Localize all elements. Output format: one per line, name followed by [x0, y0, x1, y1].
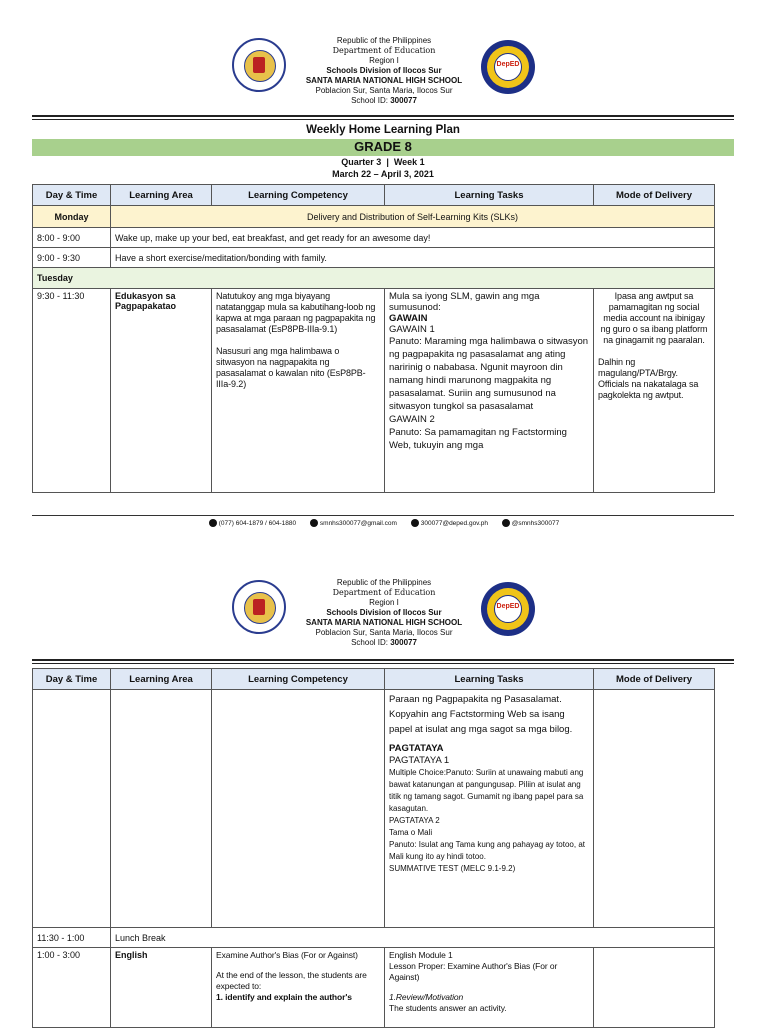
delivery-cell	[594, 289, 715, 493]
task-text: English Module 1	[389, 950, 453, 960]
col-learning-area: Learning Area	[111, 669, 212, 690]
time-cell: 1:00 - 3:00	[33, 948, 111, 1028]
school-name: SANTA MARIA NATIONAL HIGH SCHOOL	[305, 618, 463, 627]
col-learning-tasks: Learning Tasks	[385, 185, 594, 206]
competency-cell	[212, 690, 385, 928]
tasks-cell	[385, 948, 594, 1028]
email-icon	[310, 519, 318, 527]
col-learning-area: Learning Area	[111, 185, 212, 206]
competency-text: At the end of the lesson, the students are expected to:	[216, 970, 367, 991]
footer-phone: (077) 604-1879 / 604-1880	[209, 520, 296, 527]
competency-cell	[212, 948, 385, 1028]
school-seal-right: DepED	[481, 582, 535, 636]
date-range: March 22 – April 3, 2021	[332, 169, 434, 179]
divider	[32, 515, 734, 516]
table-row	[33, 268, 715, 289]
header-line: Poblacion Sur, Santa Maria, Ilocos Sur	[315, 86, 453, 95]
school-id: School ID: 300077	[351, 638, 417, 647]
competency-text: Natutukoy ang mga biyayang natatanggap mula sa kabutihang-loob ng kapwa at mga paraan ng pagpapakita ng pasasalamat (EsP8PB-IIIa-9.1)	[216, 291, 376, 334]
activity-cell: Have a short exercise/meditation/bonding with family.	[111, 248, 715, 268]
contact-footer	[0, 519, 768, 527]
monday-note: Delivery and Distribution of Self-Learning Kits (SLKs)	[111, 206, 715, 228]
task-text: Panuto: Maraming mga halimbawa o sitwasyon ng pagpapakita ng pasasalamat ang ating naririnig o nababasa. Ngunit mayroon din namang hindi marunong magpakita ng pasasalamat. Suriin ang sumusunod na sitwasyon tungkol sa pasasalamat	[389, 336, 589, 412]
task-text: PAGTATAYA 2	[389, 816, 440, 825]
header-line: Poblacion Sur, Santa Maria, Ilocos Sur	[315, 628, 453, 637]
plan-title: Weekly Home Learning Plan	[306, 124, 460, 136]
learning-area-cell: English	[111, 948, 212, 1028]
table-header	[33, 185, 715, 206]
learning-area-cell: Edukasyon sa Pagpapakatao	[111, 289, 212, 493]
footer-facebook[interactable]: @smnhs300077	[502, 520, 559, 527]
divider	[32, 663, 734, 664]
header-line: Republic of the Philippines	[336, 36, 432, 45]
col-learning-competency: Learning Competency	[212, 669, 385, 690]
tasks-cell	[385, 289, 594, 493]
day-tuesday: Tuesday	[33, 268, 715, 289]
time-cell	[33, 690, 111, 928]
delivery-text: Dalhin ng magulang/PTA/Brgy. Officials na nakatalaga sa pagkolekta ng awtput.	[598, 357, 699, 400]
table-row	[33, 948, 715, 1028]
time-cell: 11:30 - 1:00	[33, 928, 111, 948]
competency-text: Nasusuri ang mga halimbawa o sitwasyon na nagpapakita ng pasasalamat o kawalan nito (EsP8PB-IIIa-9.2)	[216, 346, 366, 389]
task-text: SUMMATIVE TEST (MELC 9.1-9.2)	[389, 864, 516, 873]
footer-deped[interactable]: 300077@deped.gov.ph	[411, 520, 488, 527]
table-row	[33, 690, 715, 928]
school-header	[250, 36, 518, 106]
globe-icon	[411, 519, 419, 527]
task-text: Panuto: Sa pamamagitan ng Factstorming Web, tukuyin ang mga	[389, 427, 567, 451]
task-heading: GAWAIN	[389, 313, 428, 324]
task-text: 1.Review/Motivation	[389, 992, 464, 1002]
header-line: Department of Education	[332, 46, 436, 55]
activity-cell: Wake up, make up your bed, eat breakfast, and get ready for an awesome day!	[111, 228, 715, 248]
quarter-week: Quarter 3 | Week 1	[341, 157, 425, 167]
divider	[32, 115, 734, 117]
header-line: Republic of the Philippines	[336, 578, 432, 587]
task-text: The students answer an activity.	[389, 1003, 507, 1013]
col-learning-tasks: Learning Tasks	[385, 669, 594, 690]
table-row	[33, 289, 715, 493]
header-line: Region I	[369, 598, 399, 607]
tasks-cell	[385, 690, 594, 928]
delivery-cell	[594, 690, 715, 928]
grade-label: GRADE 8	[354, 139, 412, 154]
task-text: Mula sa iyong SLM, gawin ang mga sumusunod:	[389, 291, 540, 313]
task-text: PAGTATAYA 1	[389, 755, 450, 766]
delivery-text: Ipasa ang awtput sa pamamagitan ng social media account na ibinigay ng guro o sa ibang platform na ginagamit ng paaralan.	[600, 291, 708, 345]
table-row	[33, 206, 715, 228]
activity-cell: Lunch Break	[111, 928, 715, 948]
header-line: Region I	[369, 56, 399, 65]
task-text: GAWAIN 1	[389, 324, 435, 335]
footer-gmail[interactable]: smnhs300077@gmail.com	[310, 520, 397, 527]
col-day-time: Day & Time	[33, 185, 111, 206]
task-text: Multiple Choice:Panuto: Suriin at unawaing mabuti ang bawat katanungan at pangungusap. Piliin at isulat ang titik ng tamang sagot. Gumamit ng ibang papel para sa kasagutan.	[389, 768, 584, 813]
competency-text: Examine Author's Bias (For or Against)	[216, 950, 358, 960]
divider	[32, 119, 734, 120]
plan-table-continued	[32, 668, 715, 1028]
col-day-time: Day & Time	[33, 669, 111, 690]
competency-cell	[212, 289, 385, 493]
divider	[32, 659, 734, 661]
time-cell: 9:00 - 9:30	[33, 248, 111, 268]
header-line: Schools Division of Ilocos Sur	[326, 66, 442, 75]
table-row	[33, 248, 715, 268]
school-id: School ID: 300077	[351, 96, 417, 105]
col-mode-of-delivery: Mode of Delivery	[594, 669, 715, 690]
time-cell: 8:00 - 9:00	[33, 228, 111, 248]
school-name: SANTA MARIA NATIONAL HIGH SCHOOL	[305, 76, 463, 85]
time-cell: 9:30 - 11:30	[33, 289, 111, 493]
task-text: GAWAIN 2	[389, 414, 435, 425]
school-header	[250, 578, 518, 648]
facebook-icon	[502, 519, 510, 527]
day-monday: Monday	[33, 206, 111, 228]
header-line: Schools Division of Ilocos Sur	[326, 608, 442, 617]
table-row	[33, 928, 715, 948]
plan-table	[32, 184, 715, 493]
delivery-cell	[594, 948, 715, 1028]
col-mode-of-delivery: Mode of Delivery	[594, 185, 715, 206]
task-text: Tama o Mali	[389, 828, 433, 837]
task-text: Panuto: Isulat ang Tama kung ang pahayag ay totoo, at Mali kung ito ay hindi totoo.	[389, 840, 585, 861]
competency-text: 1. identify and explain the author's	[216, 992, 352, 1002]
table-row	[33, 228, 715, 248]
table-header	[33, 669, 715, 690]
learning-area-cell	[111, 690, 212, 928]
school-seal-right: DepED	[481, 40, 535, 94]
task-text: Lesson Proper: Examine Author's Bias (For or Against)	[389, 961, 558, 982]
task-heading: PAGTATAYA	[389, 743, 444, 754]
col-learning-competency: Learning Competency	[212, 185, 385, 206]
task-text: Paraan ng Pagpapakita ng Pasasalamat. Kopyahin ang Factstorming Web sa isang papel at isulat ang mga sagot sa mga bilog.	[389, 694, 573, 735]
header-line: Department of Education	[332, 588, 436, 597]
phone-icon	[209, 519, 217, 527]
